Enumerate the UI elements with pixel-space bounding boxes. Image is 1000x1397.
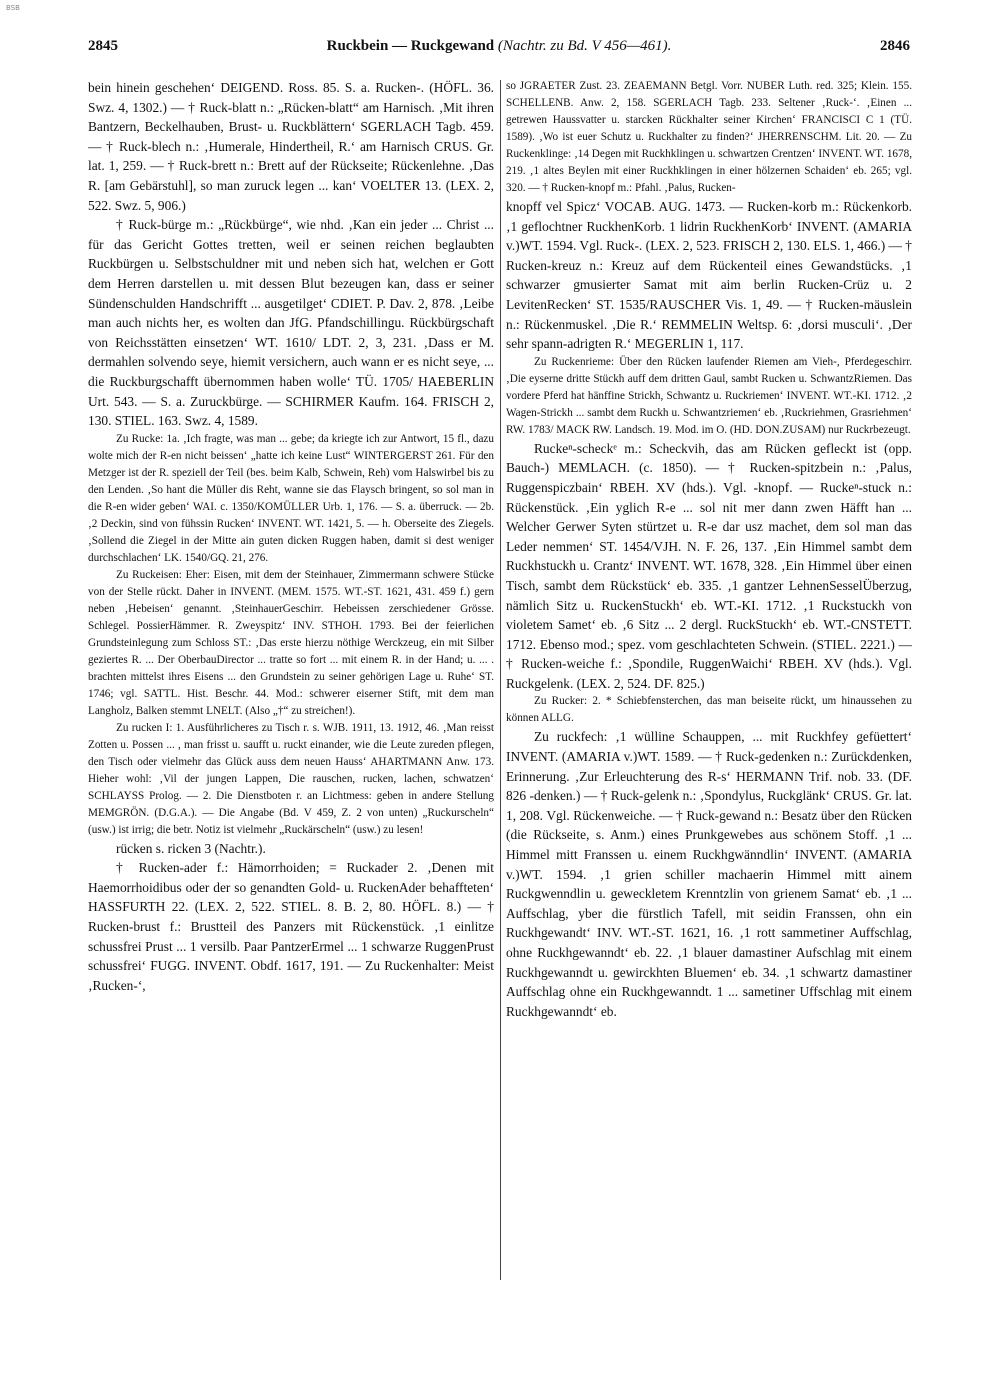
running-title-sub: (Nachtr. zu Bd. V 456—461). — [497, 38, 672, 54]
dictionary-entry: Zu Ruckeisen: Eher: Eisen, mit dem der Steinhauer, Zimmermann schwere Stücke von der Stelle rückt. Daher in INVENT. (MEM. 1575. WT.-ST. 1621, 431. 459 f.) gern neben ‚Hebeisen‘ genannt. ‚SteinhauerGeschirr. Hebeissen zerschiedener Grösse. Schlegel. PossierHämmer. R. Zweyspitz‘ INV. STHOH. 1793. Bei der feierlichen Grundsteinlegung zum Schloss ST.: ‚Das erste hierzu nöthige Werckzeug, ein mit Silber geziertes R. ... Der OberbauDirector ... tratte so fort ... mit einem R. in der Hand; u. ... . brachten mittelst ihres Eisens ... den Grundstein zu seiner gehörigen Lage u. Ruhe‘ ST. 1746; vgl. SATTL. Hist. Beschr. 44. Mod.: schwerer eiserner Stift, mit dem man Langholz, Balken stemmt LNELT. (Also „†“ zu streichen!). — [88, 568, 494, 717]
page-header — [88, 38, 910, 62]
dictionary-entry: Zu Ruckenrieme: Über den Rücken laufender Riemen am Vieh-, Pferdegeschirr. ‚Die eyserne dritte Stückh auff dem dritten Gaul, sambt Rucken u. SchwantzRiemen. Das vordere Pferd hat hänffine Strickh, Schwantz u. Ruckriemen‘ INVENT. WT.-KI. 1712. ‚2 Wagen-Strickh ... sambt dem Ruckh u. Schwantzriemen‘ eb. ‚Ruckriehmen, Grasriehmen‘ RW. 1783/ MACK RW. Landsch. 19. Mod. im O. (HD. DON.ZUSAM) nur Ruckrbezeugt. — [506, 355, 912, 436]
column-divider — [500, 80, 501, 1280]
dictionary-entry: Zu Rucker: 2. * Schiebfensterchen, das man beiseite rückt, um hinaussehen zu können ALLG. — [506, 695, 912, 725]
running-title-main: Ruckbein — Ruckgewand — [326, 38, 495, 54]
dictionary-entry: † Ruck-bürge m.: „Rückbürge“, wie nhd. ‚Kan ein jeder ... Christ ... für das Gericht Gottes tretten, weil er seinen reichen beglaubten Ruckbürgen u. Selbstschuldner mit und neben sich hat, welchen er Gott dem Herren darstellen u. mit dessen Blut bezeugen kan, dass er seiner Sündenschulden Handschrifft ... ausgetilget‘ CDIET. P. Dav. 2, 878. ‚Leibe man auch nichts her, es wolten dan JfG. Pfandschillingu. Rückbürgschaft von Reichsstätten einsetzen‘ WT. 1610/ LDT. 2, 3, 231. ‚Dass er M. dermahlen solvendo seye, hiemit versichern, auch wann er es nicht seye, ... die Ruckburgschafft übernommen haben wolle‘ TÜ. 1705/ HAEBERLIN Urt. 543. — S. a. Zuruckbürge. — SCHIRMER Kaufm. 164. FRISCH 2, 130. STIEL. 163. Swz. 4, 1589. — [88, 217, 494, 429]
page-number-left: 2845 — [88, 38, 118, 54]
dictionary-entry: bein hinein geschehen‘ DEIGEND. Ross. 85. S. a. Rucken-. (HÖFL. 36. Swz. 4, 1302.) — † Ruck-blatt n.: „Rücken-blatt“ am Harnisch. ‚Mit ihren Bantzern, Beckelhauben, Brust- u. Ruckblättern‘ SGERLACH Tagb. 459. — † Ruck-blech n.: ‚Humerale, Hindertheil, R.‘ am Harnisch CRUS. Gr. lat. 1, 259. — † Ruck-brett n.: Brett auf der Rückseite; Rückenlehne. ‚Das R. [am Gebärstuhl], so man zuruck legen ... kan‘ VOELTER 13. (LEX. 2, 522. Swz. 5, 906.) — [88, 80, 494, 213]
dictionary-entry: Zu Rucke: 1a. ‚Ich fragte, was man ... gebe; da kriegte ich zur Antwort, 15 fl., dazu wolte mich der R-en nicht beissen‘ „hatte ich keine Lust“ WINTERGERST 261. Für den Metzger ist der R. speziell der Teil (bes. beim Kalb, Schwein, Reh) vom Halswirbel bis zu den Lenden. ‚So hant die Müller dis Reht, wanne sie das Flaysch bringent, so sol man in die R-en wider geben‘ WAI. c. 1350/KOMÜLLER Urb. 1, 176. — S. a. überruck. — 2b. ‚2 Deckin, sind von fühssin Rucken‘ INVENT. WT. 1421, 5. — h. Oberseite des Ziegels. ‚Sollend die Ziegel in der Mitte ain guten dicken Ruggen haben, damit si dest weniger durchschlachen‘ LK. 1540/GQ. 21, 276. — [88, 432, 494, 564]
dictionary-entry: Ruckeⁿ-scheckᵉ m.: Scheckvih, das am Rücken gefleckt ist (opp. Bauch-) MEMLACH. (c. 1850). — † Rucken-spitzbein n.: ‚Palus, Ruggenspiczbain‘ RBEH. XV (hds.). Vgl. -knopf. — Ruckeⁿ-stuck n.: Rückenstück. ‚Ein yglich R-e ... sol nit mer dann zwen Häfft han ... Welcher Gerwer Syten stürtzet u. R-e dar usz machet, dem sol man das Leder nemmen‘ ST. 1454/VJH. N. F. 26, 137. ‚Ein Himmel sambt dem Ruckhstuckh u. Crantz‘ INVENT. WT. 1678, 328. ‚Ein Himmel über einen Tisch, sambt dem Rückstück‘ eb. 335. ‚1 gantzer LehnenSesselÜberzug, nämlich Sitz u. RuckenStuckh‘ eb. WT.-KI. 1712. ‚1 Ruckstuckh von violetem Samet‘ eb. ‚6 Sitz ... 2 dergl. RuckStuckh‘ eb. WT.-CNSTETT. 1712. Ebenso mod.; spez. vom geschlachteten Schwein. (STIEL. 2221.) — † Rucken-weiche f.: ‚Spondile, RuggenWaichi‘ RBEH. XV (hds.). Vgl. Ruckgelenk. (LEX. 2, 524. DF. 825.) — [506, 440, 912, 691]
left-column — [88, 78, 494, 1288]
library-mark: BSB — [6, 4, 20, 12]
dictionary-entry: so JGRAETER Zust. 23. ZEAEMANN Betgl. Vorr. NUBER Luth. red. 325; Klein. 155. SCHELLENB. Anw. 2, 158. SGERLACH Tagb. 233. Seltener ‚Ruck-‘. ‚Einen ... getrewen Haussvatter u. starcken Rückhalter seiner Kirchen‘ FRANCISCI C 1 (TÜ. 1589). ‚Wo ist euer Schutz u. Ruckhalter zu finden?‘ JHERRENSCHM. Lit. 20. — Zu Ruckenklinge: ‚14 Degen mit Ruckhklingen u. schwartzen Crentzen‘ INVENT. WT. 1678, 219. ‚1 altes Beylen mit einer Ruckhklingen in einer hölzernen Schaiden‘ eb. 265; vgl. 320. — † Rucken-knopf m.: Pfahl. ‚Palus, Rucken- — [506, 80, 912, 194]
dictionary-entry: † Rucken-ader f.: Hämorrhoiden; = Ruckader 2. ‚Denen mit Haemorrhoidibus oder der so genandten Gold- u. RuckenAder behaffteten‘ HASSFURTH 22. (LEX. 2, 522. STIEL. 8. B. 2, 80. HÖFL. 8.) — † Rucken-brust f.: Brustteil des Panzers mit Rückenstück. ‚1 einlitze schussfrei Prust ... 1 versilb. Paar PantzerErmel ... 1 schwarze RuggenPrust schussfrei‘ FUGG. INVENT. Obdf. 1617, 191. — Zu Ruckenhalter: Meist ‚Rucken-‘, — [88, 860, 494, 993]
running-title — [88, 38, 910, 55]
dictionary-entry: Zu ruckfech: ‚1 wülline Schauppen, ... mit Ruckhfey gefüettert‘ INVENT. (AMARIA v.)WT. 1589. — † Ruck-gedenken n.: Zurückdenken, Erinnerung. ‚Zur Erleuchterung des R-s‘ HERMANN Trif. nob. 33. (DF. 826 -denken.) — † Ruck-gelenk n.: ‚Spondylus, Ruckglänk‘ CRUS. Gr. lat. 1, 208. Vgl. Rückenweiche. — † Ruck-gewand n.: Besatz über den Rücken (die Rückseite, s. Anm.) eines Prunkgewebes aus schönem Stoff. ‚1 ... Himmel mitt Franssen u. einem Ruckhgwänndlin‘ INVENT. (AMARIA v.)WT. 1594. ‚1 grien schiller machaerin Himmel mitt ainem Ruckgwenndlin u. geweckletem Krenntzlin von grienem Samat‘ eb. ‚1 ... Auffschlag, yber die fürstlich Tafell, mit seidin Franssen, ohn ein Ruckhgewandt‘ INV. WT.-ST. 1621, 16. ‚1 rott sammetiner Auffschlag, ohne Ruckhgewanndt‘ eb. 22. ‚1 blauer damastiner Aufschlag mit einem Ruckhgewanndt u. gewirckhten Bluemen‘ eb. 34. ‚1 schwartz damastiner Auffschlag ohne ein Ruckhgewanndt. 1 ... sametiner Uffschlag mit einem Ruckhgewanndt‘ eb. — [506, 729, 912, 1019]
page-number-right: 2846 — [880, 38, 910, 54]
dictionary-entry: knopff vel Spicz‘ VOCAB. AUG. 1473. — Rucken-korb m.: Rückenkorb. ‚1 geflochtner RuckhenKorb. 1 lidrin RuckhenKorb‘ INVENT. (AMARIA v.)WT. 1594. Vgl. Ruck-. (LEX. 2, 523. FRISCH 2, 130. ELS. 1, 466.) — † Rucken-kreuz n.: Kreuz auf dem Rückenteil eines Gewandstücks. ‚1 schwarzer gmusierter Samat mit aim berlin Rucken-Crüz u. 2 LevitenRecken‘ ST. 1535/RAUSCHER Vis. 1, 49. — † Rucken-mäuslein n.: Rückenmuskel. ‚Die R.‘ REMMELIN Weltsp. 6: ‚dorsi musculi‘. ‚Der sehr spann-adrigten R.‘ MEGERLIN 1, 117. — [506, 199, 912, 352]
dictionary-entry: Zu rucken I: 1. Ausführlicheres zu Tisch r. s. WJB. 1911, 13. 1912, 46. ‚Man reisst Zotten u. Possen ... , man frisst u. saufft u. ruckt einander, wie die Leute zureden pflegen, den Tisch oder vielmehr das Glück auss dem neuen Hauss‘ AHARTMANN Anw. 173. Hieher wohl: ‚Vil der jungen Lappen, Die rauschen, rucken, lachen, schwatzen‘ SCHLAYSS Prolog. — 2. Die Dienstboten r. an Lichtmess: geben in andere Stellung MEMGRÖN. (D.G.A.). — Die Angabe (Bd. V 459, Z. 2 von unten) „Ruckurscheln“ (usw.) ist irrig; die betr. Notiz ist vielmehr „Ruckärscheln“ (usw.) zu lesen! — [88, 721, 494, 836]
right-column — [506, 78, 912, 1288]
dictionary-entry: rücken s. ricken 3 (Nachtr.). — [116, 840, 266, 856]
